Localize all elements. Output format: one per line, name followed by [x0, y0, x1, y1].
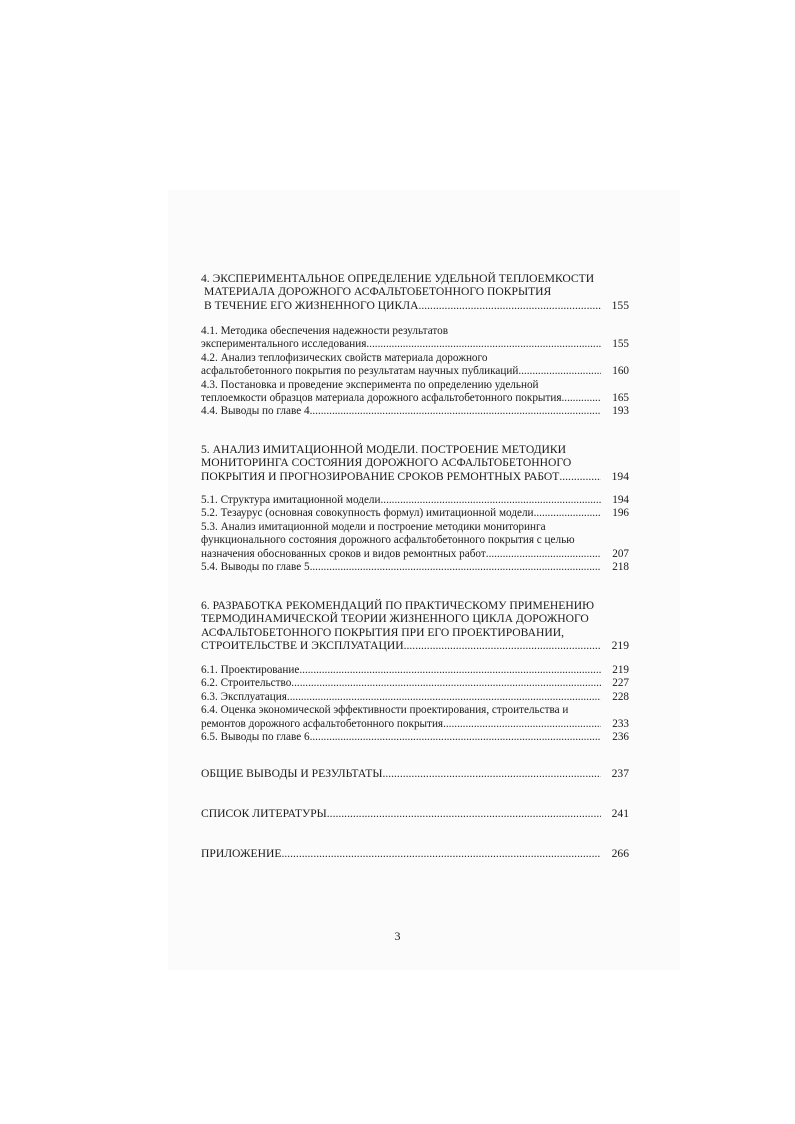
- section-5-3-page: 207: [612, 547, 629, 560]
- section-5-2: 5.2. Тезаурус (основная совокупность формул) имитационной модели ..... 196: [201, 507, 629, 520]
- section-5-3-line-2: функционального состояния дорожного асфальтобетонного покрытия с целью: [201, 534, 575, 547]
- appendix-entry: ПРИЛОЖЕНИЕ ..... 266: [201, 847, 629, 860]
- section-4-4-page: 193: [612, 405, 629, 418]
- section-6-1-page: 219: [612, 664, 629, 676]
- section-6-5-page: 236: [612, 731, 629, 744]
- page-number: 3: [394, 929, 401, 943]
- section-4-1-line-2: экспериментального исследования ..... 155: [201, 338, 629, 351]
- section-4-3-page: 165: [612, 392, 629, 405]
- chapter-5-page: 194: [611, 469, 629, 483]
- chapter-5-title-line-1: 5. АНАЛИЗ ИМИТАЦИОННОЙ МОДЕЛИ. ПОСТРОЕНИЕ МЕТОДИКИ: [201, 443, 567, 456]
- toc-chapter-4: [201, 272, 629, 312]
- chapter-6-title-line-2: ТЕРМОДИНАМИЧЕСКОЙ ТЕОРИИ ЖИЗНЕННОГО ЦИКЛА ДОРОЖНОГО: [201, 612, 589, 626]
- references-entry: СПИСОК ЛИТЕРАТУРЫ ..... 241: [201, 807, 629, 820]
- section-6-4-line-1: 6.4. Оценка экономической эффективности проектирования, строительства и: [201, 704, 569, 717]
- toc-sections-5: [201, 494, 629, 574]
- conclusions-page: 237: [611, 767, 629, 780]
- chapter-6-title-line-3: АСФАЛЬТОБЕТОННОГО ПОКРЫТИЯ ПРИ ЕГО ПРОЕКТИРОВАНИИ,: [201, 625, 565, 639]
- conclusions-entry: ОБЩИЕ ВЫВОДЫ И РЕЗУЛЬТАТЫ ..... 237: [201, 767, 629, 780]
- chapter-5-title-line-2: МОНИТОРИНГА СОСТОЯНИЯ ДОРОЖНОГО АСФАЛЬТОБЕТОННОГО: [201, 456, 572, 470]
- chapter-4-page: 155: [611, 298, 629, 312]
- section-4-3-line-1: 4.3. Постановка и проведение эксперимента по определению удельной: [201, 378, 539, 391]
- section-4-2-page: 160: [612, 365, 629, 378]
- section-6-4-line-2: ремонтов дорожного асфальтобетонного покрытия ..... 233: [201, 718, 629, 731]
- section-4-2-line-1: 4.2. Анализ теплофизических свойств материала дорожного: [201, 351, 488, 364]
- references-page: 241: [611, 807, 629, 820]
- section-4-3-line-2: теплоемкости образцов материала дорожного асфальтобетонного покрытия ..... 165: [201, 392, 629, 405]
- section-6-3: 6.3. Эксплуатация ..... 228: [201, 691, 629, 704]
- chapter-4-title-line-1: 4. ЭКСПЕРИМЕНТАЛЬНОЕ ОПРЕДЕЛЕНИЕ УДЕЛЬНОЙ ТЕПЛОЕМКОСТИ: [201, 272, 595, 285]
- section-4-2-line-2: асфальтобетонного покрытия по результатам научных публикаций ..... 160: [201, 365, 629, 378]
- section-5-1: 5.1. Структура имитационной модели ..... 194: [201, 494, 629, 507]
- section-5-2-page: 196: [612, 507, 629, 520]
- section-5-4: 5.4. Выводы по главе 5 ..... 218: [201, 561, 629, 574]
- section-5-3-line-1: 5.3. Анализ имитационной модели и построение методики мониторинга: [201, 520, 546, 533]
- section-6-1: 6.1. Проектирование ..... 219: [201, 664, 629, 677]
- section-4-4: 4.4. Выводы по главе 4 ..... 193: [201, 405, 629, 418]
- section-6-3-page: 228: [612, 690, 629, 703]
- section-6-2-page: 227: [612, 677, 629, 690]
- section-4-1-line-1: 4.1. Методика обеспечения надежности результатов: [201, 325, 448, 337]
- chapter-5-title-line-3: ПОКРЫТИЯ И ПРОГНОЗИРОВАНИЕ СРОКОВ РЕМОНТНЫХ РАБОТ ..... 194: [201, 470, 629, 483]
- chapter-6-page: 219: [611, 639, 629, 653]
- toc-sections-6: [201, 664, 629, 744]
- section-6-4-page: 233: [612, 717, 629, 730]
- section-5-4-page: 218: [612, 561, 629, 574]
- chapter-4-title-line-2: МАТЕРИАЛА ДОРОЖНОГО АСФАЛЬТОБЕТОННОГО ПОКРЫТИЯ: [204, 285, 552, 299]
- section-6-5: 6.5. Выводы по главе 6 ..... 236: [201, 731, 629, 744]
- section-5-1-page: 194: [612, 494, 629, 506]
- appendix-page: 266: [611, 847, 629, 860]
- toc-references: [201, 807, 629, 820]
- section-4-1-page: 155: [612, 338, 629, 351]
- chapter-6-title-line-4: СТРОИТЕЛЬСТВЕ И ЭКСПЛУАТАЦИИ ..... 219: [201, 639, 629, 652]
- section-5-3-line-3: назначения обоснованных сроков и видов ремонтных работ ..... 207: [201, 548, 629, 561]
- section-6-2: 6.2. Строительство ..... 227: [201, 677, 629, 690]
- chapter-6-title-line-1: 6. РАЗРАБОТКА РЕКОМЕНДАЦИЙ ПО ПРАКТИЧЕСКОМУ ПРИМЕНЕНИЮ: [201, 599, 595, 612]
- toc-appendix: [201, 847, 629, 860]
- toc-conclusions: [201, 767, 629, 780]
- toc-sections-4: [201, 325, 629, 419]
- toc-chapter-6: [201, 599, 629, 653]
- toc-chapter-5: [201, 443, 629, 483]
- chapter-4-title-line-3: В ТЕЧЕНИЕ ЕГО ЖИЗНЕННОГО ЦИКЛА ..... 155: [201, 299, 629, 312]
